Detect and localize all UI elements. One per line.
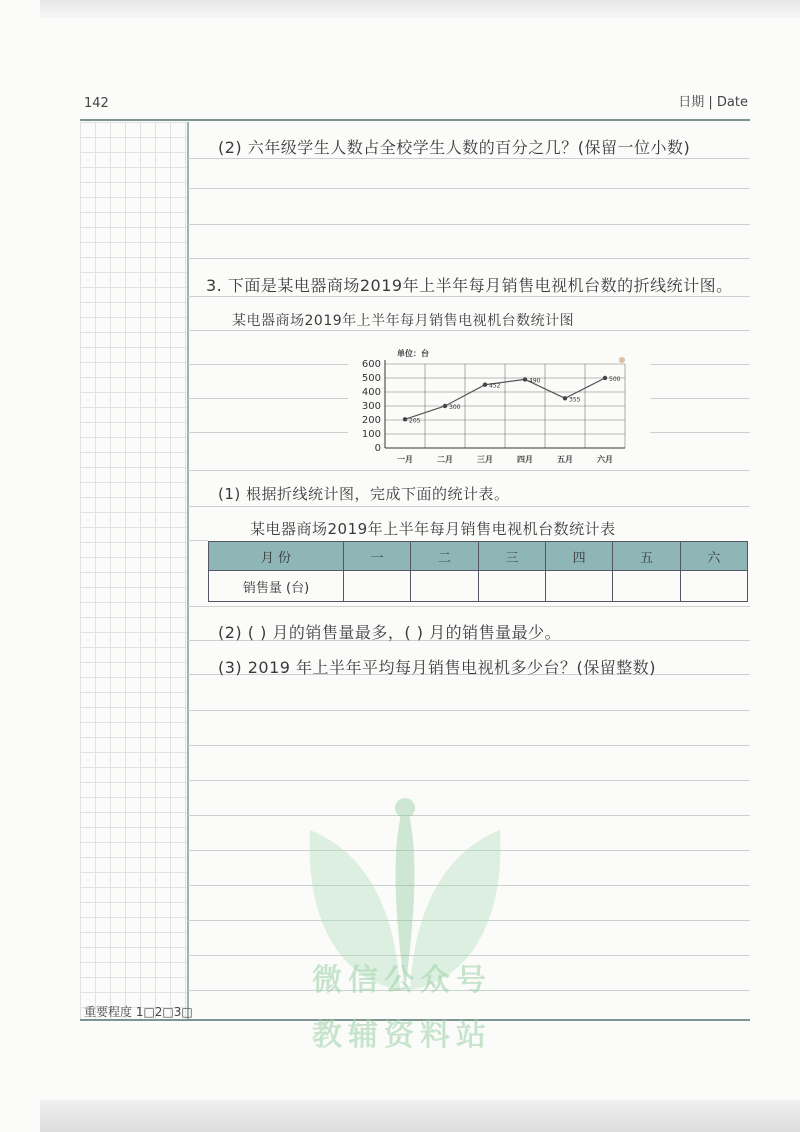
chart-data-label: 452 [489, 382, 501, 390]
chart-data-label: 205 [409, 417, 421, 425]
ruled-line [650, 364, 750, 365]
chart-grid [385, 364, 625, 448]
chart-x-ticks [397, 454, 613, 464]
chart-y-tick-label: 0 [374, 443, 381, 454]
chart-y-ticks [362, 359, 381, 454]
chart-point [403, 417, 407, 421]
chart-y-tick-label: 200 [361, 415, 381, 426]
watermark-text-2: 教辅资料站 [312, 1018, 492, 1053]
question-2-prev: (2) 六年级学生人数占全校学生人数的百分之几？(保留一位小数) [218, 138, 691, 157]
top-rule [80, 119, 750, 121]
ruled-line [188, 506, 750, 507]
chart-unit-label: 单位：台 [397, 349, 429, 358]
date-label: 日期 | Date [678, 95, 748, 110]
table-header-month: 一 [344, 542, 411, 571]
chart-caption: 某电器商场2019年上半年每月销售电视机台数统计图 [232, 313, 575, 329]
watermark-text-1: 微信公众号 [312, 963, 492, 998]
ruled-line [188, 432, 348, 433]
ruled-line [188, 224, 750, 225]
chart-y-tick-label: 400 [361, 387, 381, 398]
subquestion-2: (2) ( ) 月的销售量最多，( ) 月的销售量最少。 [218, 623, 562, 642]
table-answer-cell[interactable] [411, 571, 478, 602]
chart-point [523, 377, 527, 381]
chart-point [603, 376, 607, 380]
ruled-line [188, 540, 208, 541]
chart-x-tick-label: 二月 [437, 455, 453, 464]
table-row [209, 571, 748, 602]
chart-y-tick-label: 600 [361, 359, 381, 370]
margin-grid [80, 122, 188, 1020]
line-chart [355, 348, 645, 473]
table-header-month: 五 [613, 542, 680, 571]
chart-y-tick-label: 300 [361, 401, 381, 412]
table-caption: 某电器商场2019年上半年每月销售电视机台数统计表 [250, 520, 616, 538]
chart-point [443, 404, 447, 408]
chart-point [483, 383, 487, 387]
chart-y-tick-label: 500 [361, 373, 381, 384]
table-answer-cell[interactable] [545, 571, 612, 602]
chart-data-label: 300 [449, 404, 461, 411]
chart-point [563, 396, 567, 400]
table-answer-cell[interactable] [344, 571, 411, 602]
chart-data-labels [409, 376, 621, 424]
chart-data-label: 500 [609, 376, 621, 383]
ruled-line [188, 606, 750, 607]
chart-x-tick-label: 五月 [557, 455, 573, 464]
table-header-month: 六 [680, 542, 747, 571]
ruled-line [188, 364, 348, 365]
question-3-title: 3. 下面是某电器商场2019年上半年每月销售电视机台数的折线统计图。 [206, 276, 733, 295]
table-answer-cell[interactable] [613, 571, 680, 602]
table-answer-cell[interactable] [680, 571, 747, 602]
table-header-row [209, 542, 748, 571]
statistics-table [208, 541, 748, 602]
ruled-line [188, 330, 750, 331]
chart-x-tick-label: 六月 [597, 455, 613, 464]
table-header-month-label: 月 份 [209, 542, 344, 571]
table-answer-cell[interactable] [478, 571, 545, 602]
subquestion-1: (1) 根据折线统计图，完成下面的统计表。 [218, 485, 510, 503]
ruled-line [188, 188, 750, 189]
chart-x-tick-label: 四月 [517, 455, 533, 464]
table-header-month: 三 [478, 542, 545, 571]
ink-dot [619, 357, 625, 363]
ruled-line [188, 745, 750, 746]
ruled-line [188, 258, 750, 259]
chart-x-tick-label: 一月 [397, 455, 413, 464]
ruled-line [188, 296, 750, 297]
table-header-month: 二 [411, 542, 478, 571]
ruled-line [188, 158, 750, 159]
subquestion-3: (3) 2019 年上半年平均每月销售电视机多少台？(保留整数) [218, 658, 657, 677]
ruled-line [650, 398, 750, 399]
chart-y-tick-label: 100 [361, 429, 381, 440]
ruled-line [650, 432, 750, 433]
chart-data-label: 490 [529, 377, 541, 385]
scan-edge-top [40, 0, 800, 18]
page-number: 142 [84, 96, 109, 111]
ruled-line [188, 780, 750, 781]
scan-edge-bottom [40, 1100, 800, 1132]
ruled-line [188, 710, 750, 711]
ruled-line [188, 398, 348, 399]
chart-data-label: 355 [569, 396, 581, 404]
chart-x-tick-label: 三月 [477, 455, 493, 464]
table-row-label: 销售量 (台) [209, 571, 344, 602]
importance-rating: 重要程度 1□2□3□ [84, 1005, 193, 1019]
table-header-month: 四 [545, 542, 612, 571]
